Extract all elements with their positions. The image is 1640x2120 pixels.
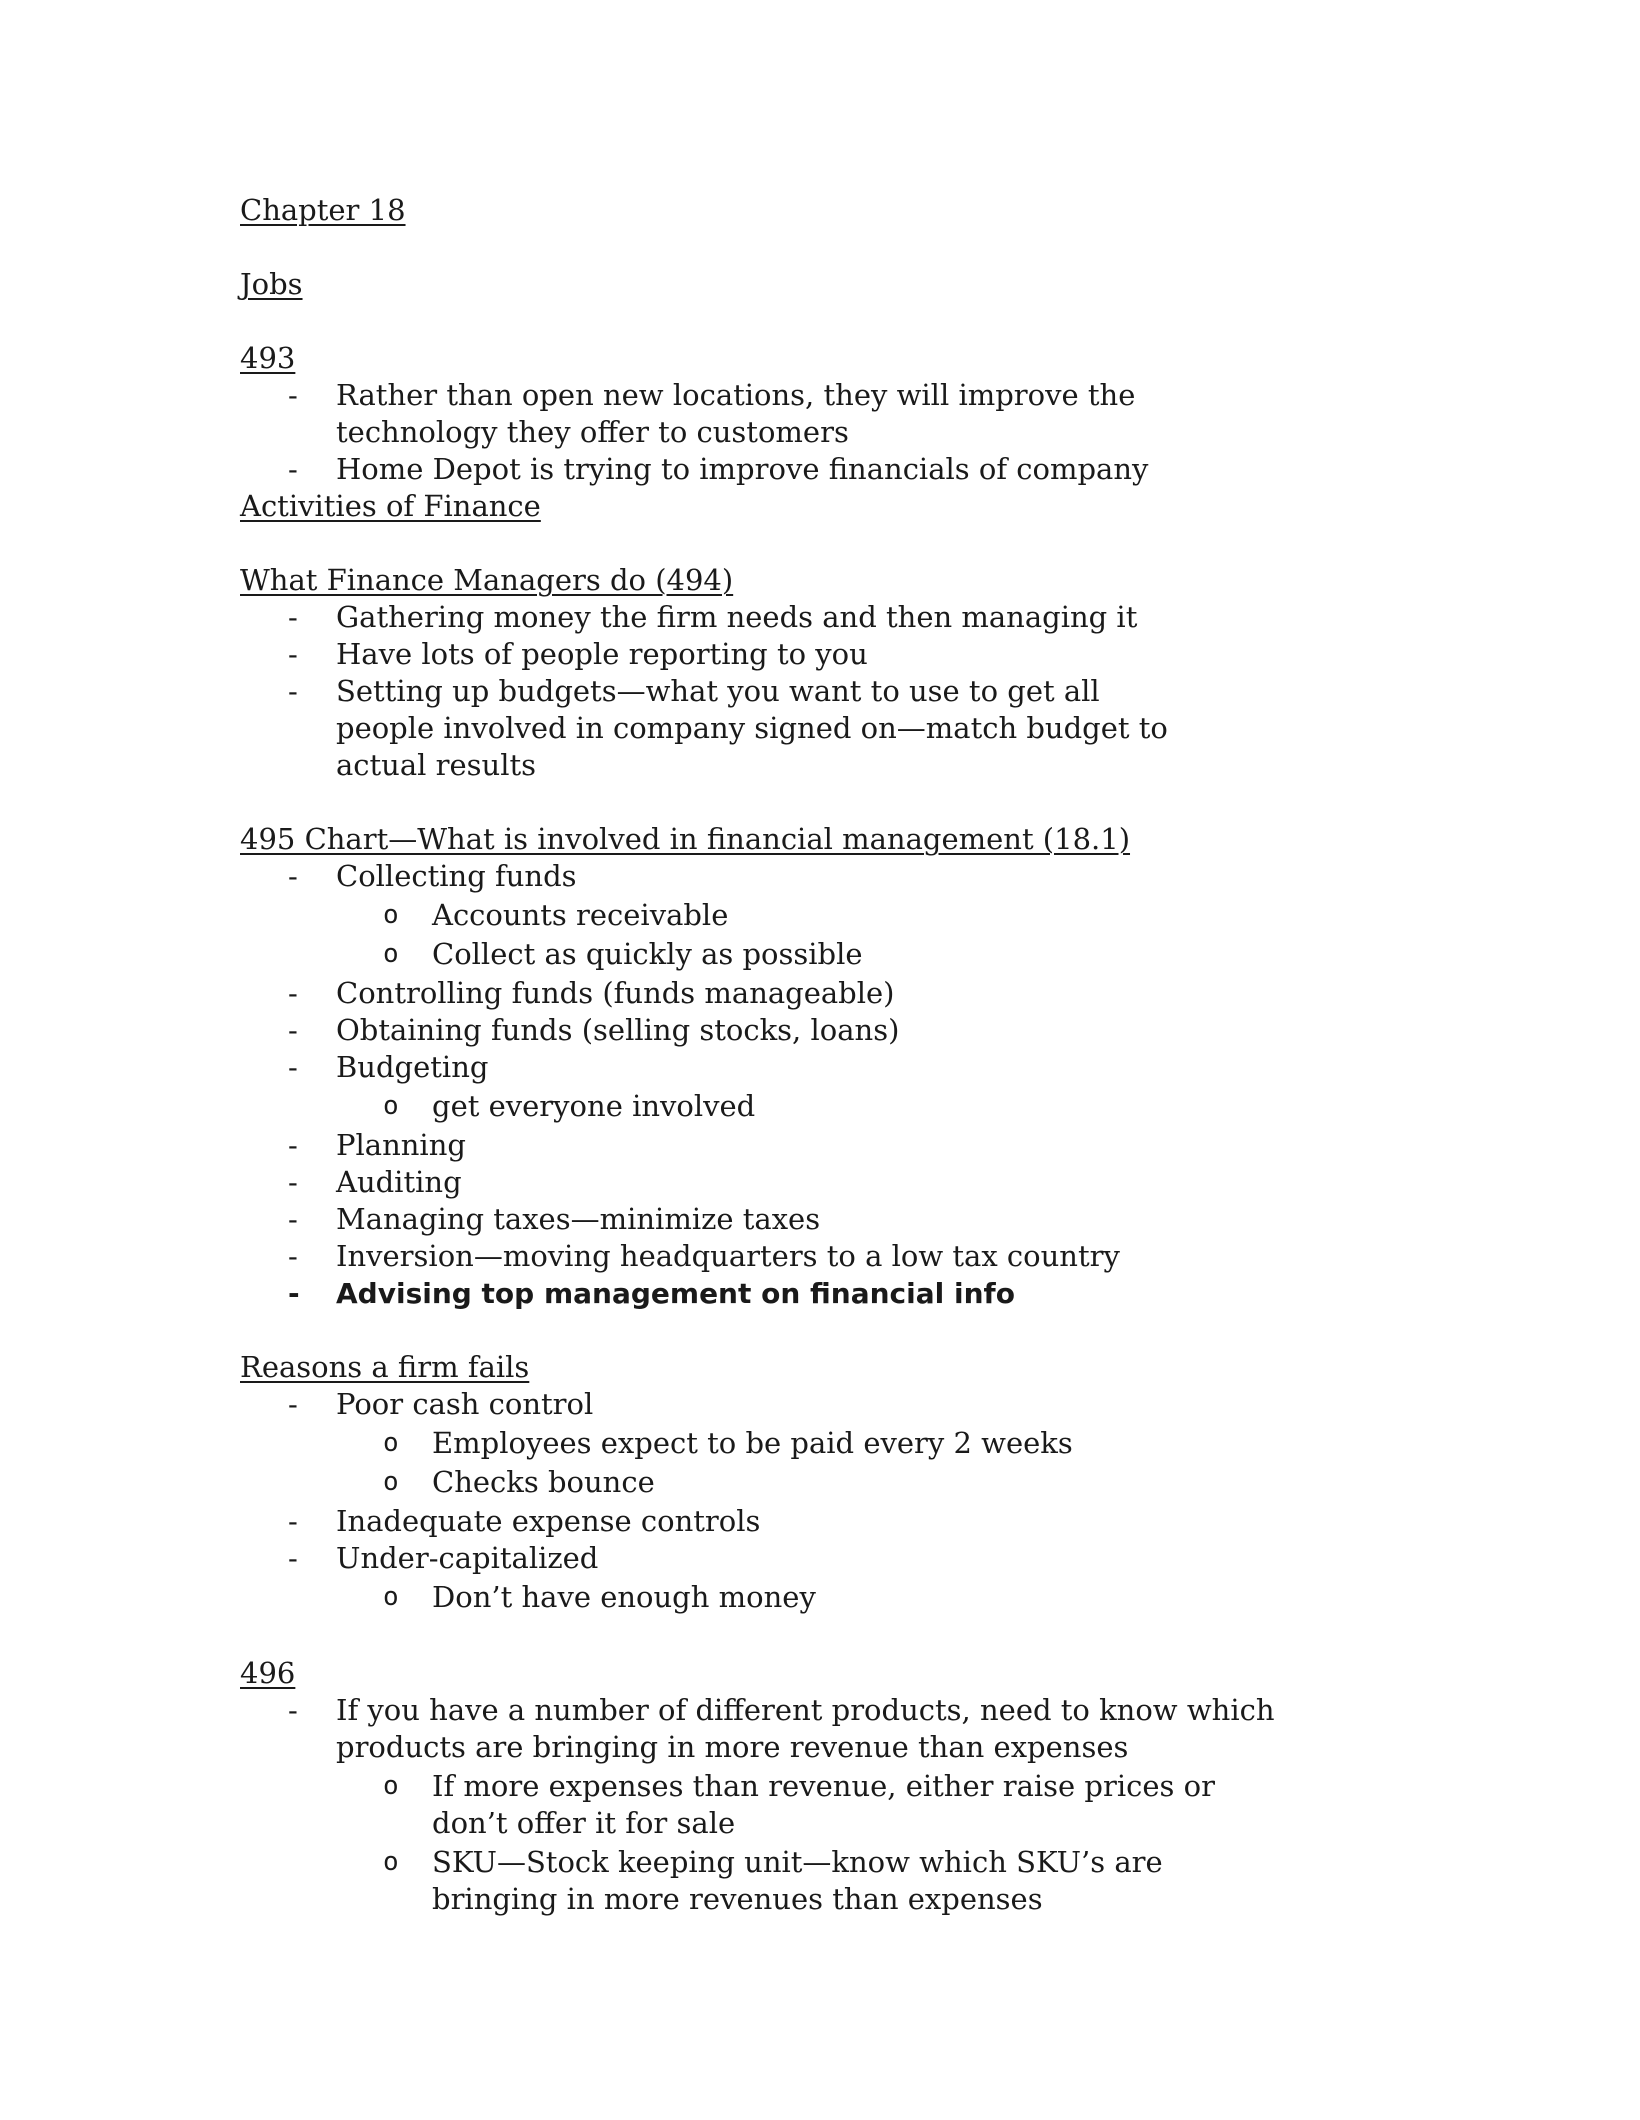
sub-list-item: o If more expenses than revenue, either raise prices or don’t offer it for sale [240, 1768, 1440, 1842]
section-496-list [240, 1692, 1440, 1918]
fails-list [240, 1386, 1440, 1616]
list-item: - Home Depot is trying to improve financials of company [240, 451, 1440, 488]
sub-list-item: o Employees expect to be paid every 2 weeks [240, 1425, 1440, 1462]
fails-heading: Reasons a firm fails [240, 1350, 530, 1384]
document-page [240, 192, 1440, 1920]
list-item: - Setting up budgets—what you want to use to get all people involved in company signed on—match budget to actual results [240, 673, 1440, 784]
list-item: - Poor cash control [240, 1386, 1440, 1423]
list-item: - If you have a number of different products, need to know which products are bringing in more revenue than expenses [240, 1692, 1440, 1766]
list-item: - Obtaining funds (selling stocks, loans) [240, 1012, 1440, 1049]
list-item: - Auditing [240, 1164, 1440, 1201]
activities-heading: Activities of Finance [240, 489, 541, 523]
list-item: - Rather than open new locations, they will improve the technology they offer to customers [240, 377, 1440, 451]
list-item: - Under-capitalized [240, 1540, 1440, 1577]
list-item: - Collecting funds [240, 858, 1440, 895]
chapter-heading: Chapter 18 [240, 193, 406, 227]
sub-list-item: o Checks bounce [240, 1464, 1440, 1501]
sub-list-item: o Collect as quickly as possible [240, 936, 1440, 973]
sub-list-item: o Don’t have enough money [240, 1579, 1440, 1616]
list-item: - Gathering money the firm needs and then managing it [240, 599, 1440, 636]
chart-495-heading: 495 Chart—What is involved in financial management (18.1) [240, 822, 1131, 856]
sub-list-item: o SKU—Stock keeping unit—know which SKU’s are bringing in more revenues than expenses [240, 1844, 1440, 1918]
list-item-bold: - Advising top management on financial info [240, 1275, 1440, 1312]
managers-list [240, 599, 1440, 784]
chart-495-list [240, 858, 1440, 1312]
section-493-heading: 493 [240, 341, 296, 375]
jobs-heading: Jobs [240, 267, 303, 301]
list-item: - Managing taxes—minimize taxes [240, 1201, 1440, 1238]
list-item: - Controlling funds (funds manageable) [240, 975, 1440, 1012]
sub-list-item: o get everyone involved [240, 1088, 1440, 1125]
section-496-heading: 496 [240, 1656, 296, 1690]
sub-list-item: o Accounts receivable [240, 897, 1440, 934]
list-item: - Budgeting [240, 1049, 1440, 1086]
section-493-list [240, 377, 1440, 488]
managers-heading: What Finance Managers do (494) [240, 563, 734, 597]
list-item: - Have lots of people reporting to you [240, 636, 1440, 673]
list-item: - Inversion—moving headquarters to a low tax country [240, 1238, 1440, 1275]
list-item: - Inadequate expense controls [240, 1503, 1440, 1540]
list-item: - Planning [240, 1127, 1440, 1164]
